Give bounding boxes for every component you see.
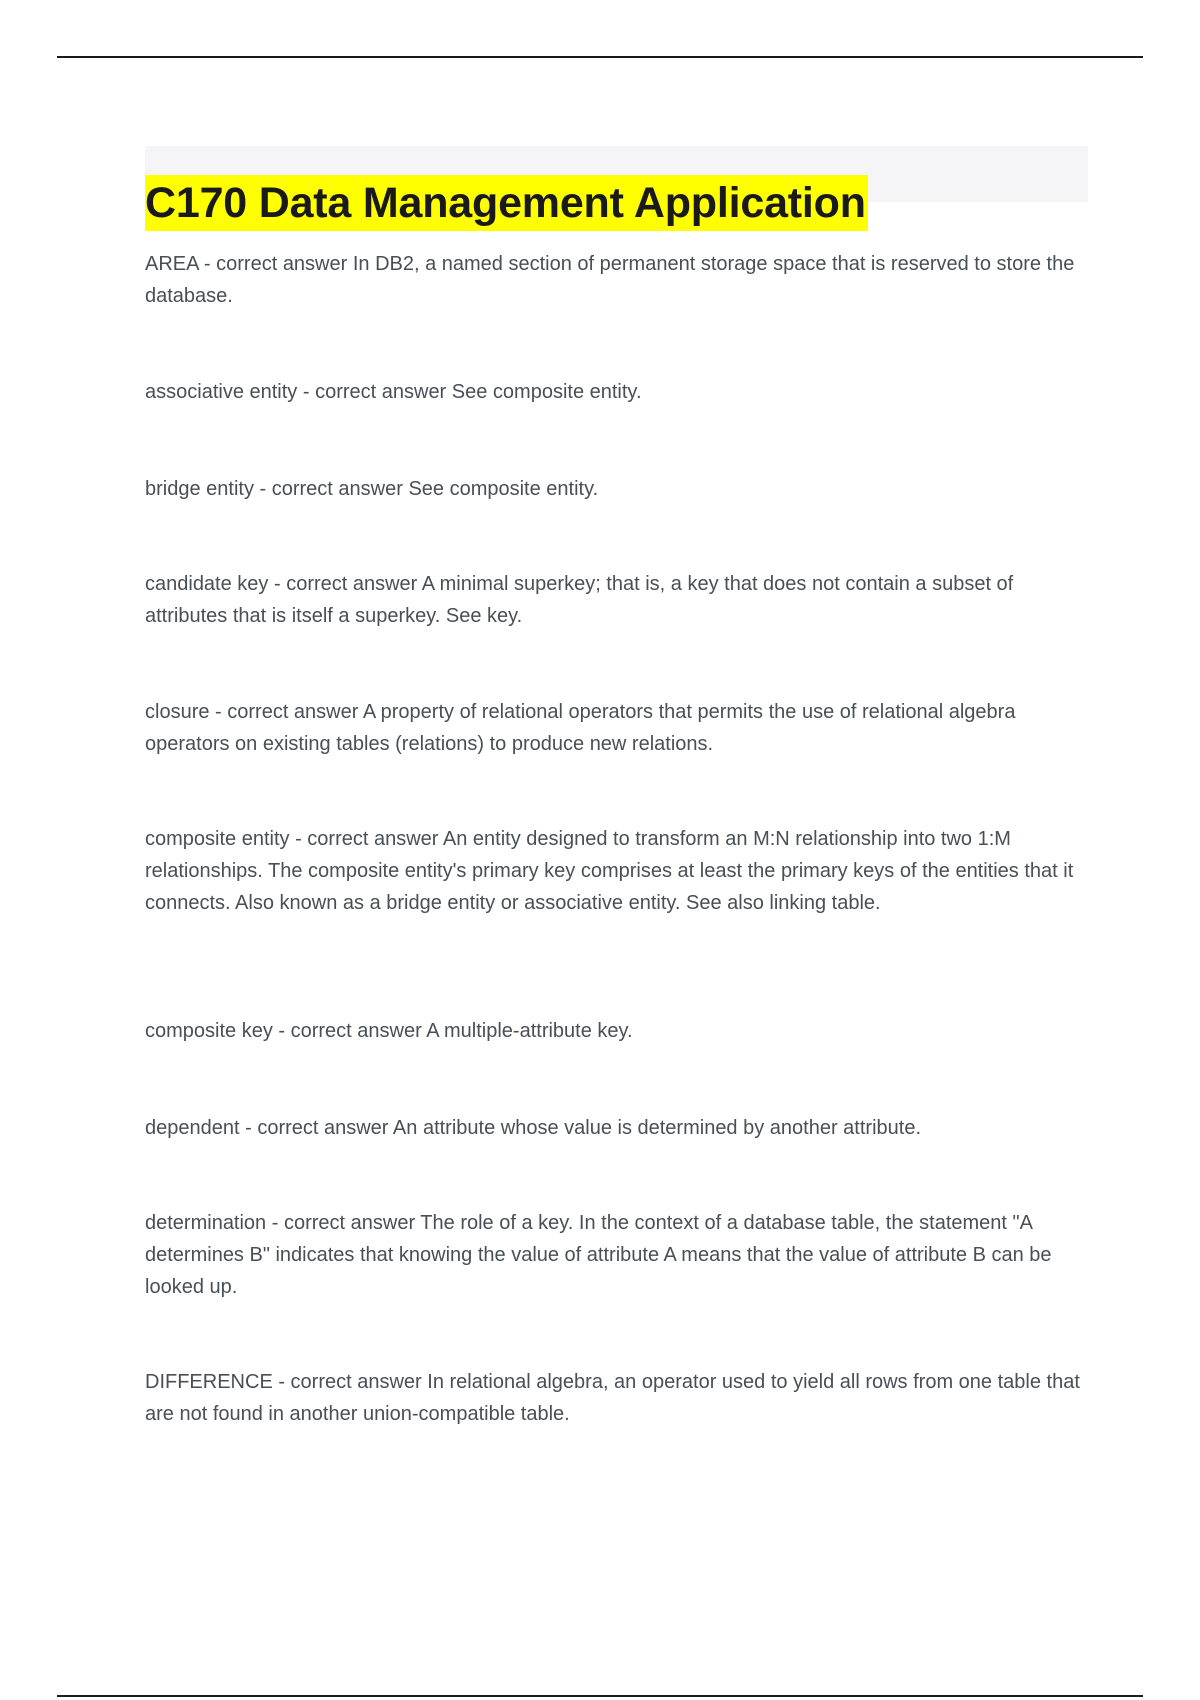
glossary-entry: associative entity - correct answer See composite entity. bbox=[145, 381, 642, 403]
glossary-entry: AREA - correct answer In DB2, a named section of permanent storage space that is reserved to store the database. bbox=[145, 253, 1075, 307]
glossary-entry: closure - correct answer A property of relational operators that permits the use of relational algebra operators on existing tables (relations) to produce new relations. bbox=[145, 701, 1016, 755]
glossary-entry: DIFFERENCE - correct answer In relational algebra, an operator used to yield all rows from one table that are not found in another union-compatible table. bbox=[145, 1371, 1080, 1425]
glossary-entry: composite entity - correct answer An entity designed to transform an M:N relationship into two 1:M relationships. The composite entity's primary key comprises at least the primary keys of the entities that it connects. Also known as a bridge entity or associative entity. See also linking table. bbox=[145, 828, 1074, 914]
bottom-divider bbox=[57, 1695, 1143, 1697]
top-divider bbox=[57, 56, 1143, 58]
glossary-entry: determination - correct answer The role of a key. In the context of a database table, the statement "A determines B" indicates that knowing the value of attribute A means that the value of attribute B can be looked up. bbox=[145, 1212, 1052, 1298]
page-title: C170 Data Management Application bbox=[145, 175, 868, 231]
glossary-entry: dependent - correct answer An attribute whose value is determined by another attribute. bbox=[145, 1117, 922, 1139]
glossary-entry: composite key - correct answer A multiple-attribute key. bbox=[145, 1020, 633, 1042]
glossary-entry: candidate key - correct answer A minimal superkey; that is, a key that does not contain a subset of attributes that is itself a superkey. See key. bbox=[145, 573, 1014, 627]
glossary-entry: bridge entity - correct answer See composite entity. bbox=[145, 478, 599, 500]
